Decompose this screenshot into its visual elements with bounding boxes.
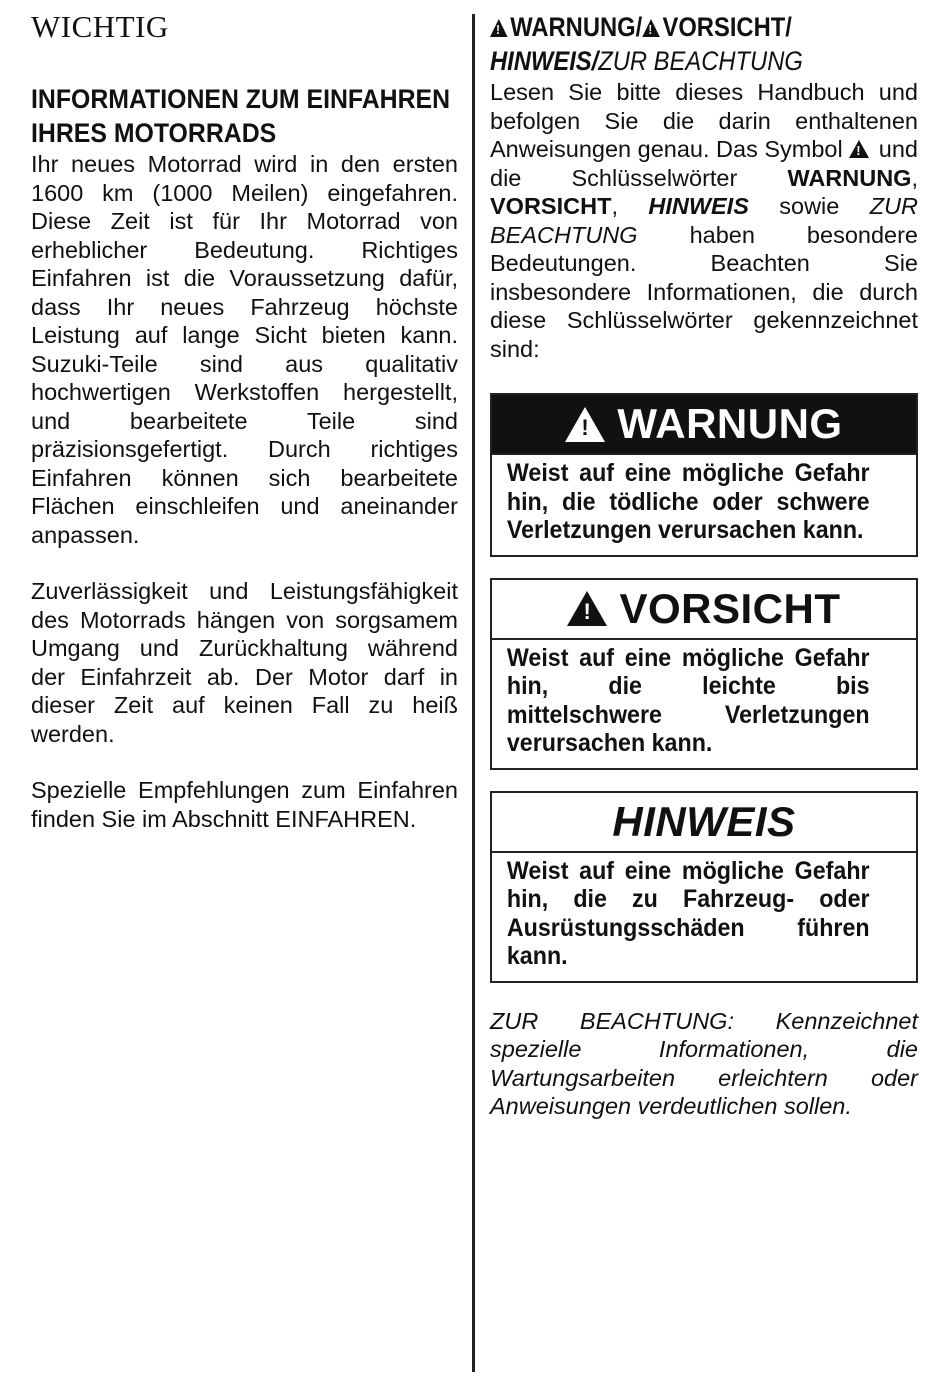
vorsicht-box-text: Weist auf eine mögliche Gefahr hin, die leichte bis mittelschwere Verletzungen verursachen kann. — [506, 643, 870, 757]
break-in-paragraph-1: Ihr neues Motorrad wird in den ersten 1600 km (1000 Meilen) eingefahren. Diese Zeit ist für Ihr Motorrad von erheblicher Bedeutung. Richtiges Einfahren ist die Voraussetzung dafür, dass Ihr neues Fahrzeug höchste Leistung auf lange Sicht bieten kann. Suzuki-Teile sind aus qualitativ hochwertigen Werkstoffen hergestellt, und bearbeitete Teile sind präzisionsgefertigt. Durch richtiges Einfahren können sich bearbeitete Flächen einschleifen und aneinander anpassen. — [31, 151, 458, 548]
signal-words-intro — [490, 78, 918, 363]
hinweis-box — [490, 791, 918, 983]
chapter-title: WICHTIG — [31, 9, 169, 44]
keyword-vorsicht: VORSICHT — [490, 193, 612, 219]
warning-triangle-icon — [567, 591, 607, 626]
warnung-box-header — [492, 395, 916, 455]
intro-part3: haben besondere Bedeutungen. Beachten Sie insbesondere Informationen, die durch diese Schlüsselwörter gekennzeichnet sind: — [490, 221, 918, 362]
intro-comma1: , — [911, 164, 918, 191]
hinweis-box-header — [492, 793, 916, 853]
keyword-hinweis: HINWEIS — [648, 193, 749, 219]
vorsicht-box — [490, 578, 918, 770]
heading-zur-beachtung: ZUR BEACHTUNG — [598, 46, 803, 76]
right-column — [490, 10, 918, 1121]
warning-triangle-icon — [490, 19, 508, 37]
warning-triangle-icon — [642, 19, 660, 37]
keyword-warnung: WARNUNG — [787, 164, 912, 191]
intro-part2: und die Schlüsselwörter — [490, 136, 918, 191]
warnung-box-text: Weist auf eine mögliche Gefahr hin, die tödliche oder schwere Verletzungen verursachen kann. — [506, 459, 870, 544]
warning-triangle-icon — [849, 140, 869, 158]
section-heading-line2: IHRES MOTORRADS — [31, 118, 277, 148]
heading-warnung: WARNUNG/ — [510, 12, 643, 42]
signal-words-heading-line1 — [490, 10, 867, 44]
warnung-box — [490, 393, 918, 557]
keyword-zur-beachtung: ZUR BEACHTUNG — [490, 193, 919, 248]
hinweis-box-title: HINWEIS — [612, 797, 796, 845]
column-divider — [472, 14, 475, 1372]
intro-sowie: sowie — [779, 193, 840, 219]
warning-triangle-icon — [565, 407, 605, 442]
heading-vorsicht: VORSICHT/ — [662, 12, 792, 42]
break-in-paragraph-3: Spezielle Empfehlungen zum Einfahren finden Sie im Abschnitt EINFAHREN. — [31, 777, 458, 832]
intro-part1: Lesen Sie bitte dieses Handbuch und befolgen Sie die darin enthaltenen Anweisungen genau. Das Symbol — [490, 79, 918, 162]
left-column — [31, 10, 458, 833]
heading-hinweis: HINWEIS/ — [490, 46, 599, 76]
signal-words-heading-line2 — [490, 44, 867, 78]
warnung-box-title: WARNUNG — [617, 400, 843, 447]
vorsicht-box-title: VORSICHT — [619, 584, 841, 632]
intro-comma2: , — [611, 193, 618, 219]
section-heading-line1: INFORMATIONEN ZUM EINFAHREN — [31, 84, 451, 114]
vorsicht-box-header — [492, 580, 916, 640]
hinweis-box-text: Weist auf eine mögliche Gefahr hin, die zu Fahrzeug- oder Ausrüstungsschäden führen kann. — [506, 856, 870, 970]
zur-beachtung-note: ZUR BEACHTUNG: Kennzeichnet spezielle Informationen, die Wartungsarbeiten erleichtern oder Anweisungen verdeutlichen sollen. — [490, 1007, 918, 1119]
break-in-paragraph-2: Zuverlässigkeit und Leistungsfähigkeit des Motorrads hängen von sorgsamem Umgang und Zurückhaltung während der Einfahrzeit ab. Der Motor darf in dieser Zeit auf keinen Fall zu heiß werden. — [31, 578, 458, 747]
